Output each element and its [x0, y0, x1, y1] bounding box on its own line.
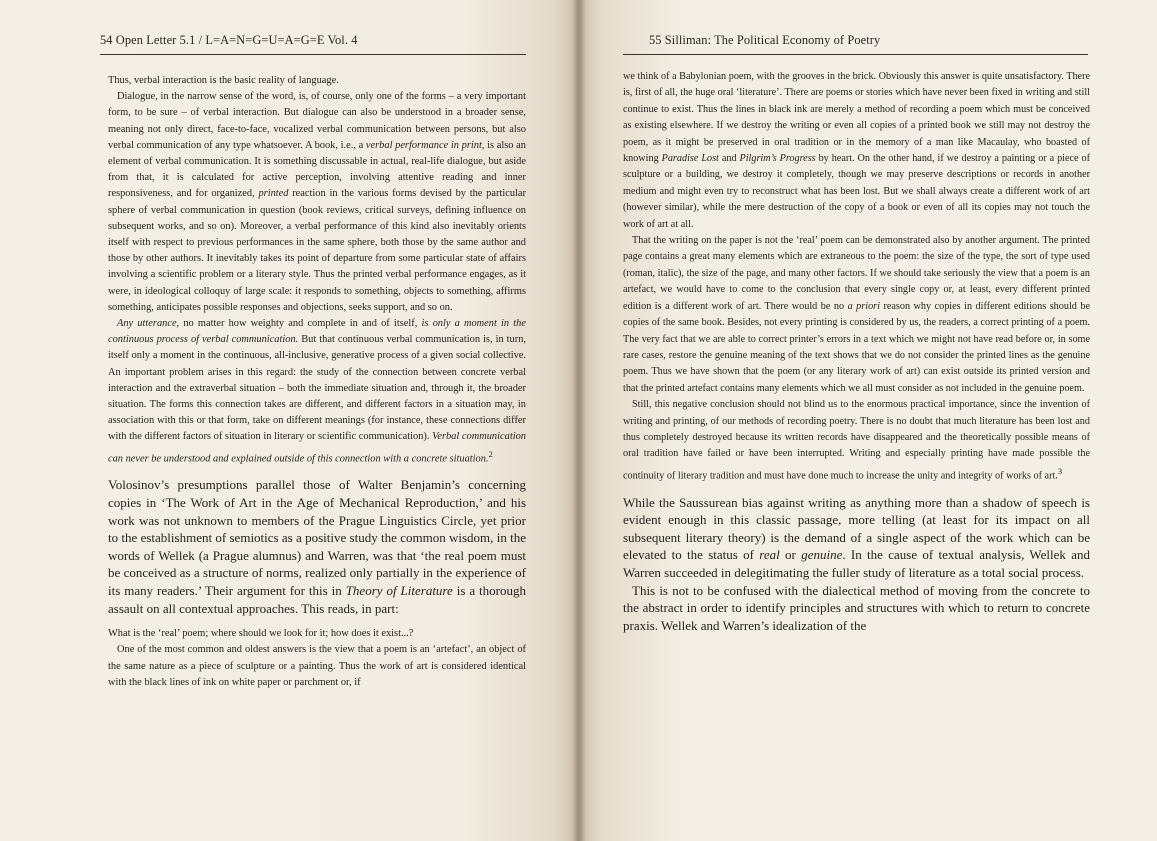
- quote-paragraph: That the writing on the paper is not the ‘real’ poem can be demonstrated also by another argument. The printed page contains a great many elements which are extraneous to the poem: the size of the type, the sort of type used (roman, italic), the size of the page, and many other factors. If we should take seriously the view that a poem is an artefact, we would have to come to the conclusion that every single copy or, at least, every different printed edition is a different work of art. There would be no a priori reason why copies in different editions should be copies of the same book. Besides, not every printing is considered by us, the readers, a correct printing of a poem. The very fact that we are able to correct printer’s errors in a text which we might not have read before or, in some rare cases, restore the genuine meaning of the text shows that we do not consider the printed lines as the genuine poem. Thus we have shown that the poem (or any literary work of art) can exist outside its printed version and that the printed artefact contains many elements which we all must consider as not included in the genuine poem.: [623, 235, 1090, 394]
- body-paragraph: This is not to be confused with the dialectical method of moving from the concrete to the abstract in order to identify principles and structures with which to return to concrete praxis. Wellek and Warren’s idealization of the: [623, 582, 1090, 633]
- quote-paragraph: What is the ‘real’ poem; where should we look for it; how does it exist...?: [108, 628, 414, 640]
- left-page: [0, 0, 578, 841]
- right-text-column: [623, 69, 1090, 634]
- left-running-head: 54 Open Letter 5.1 / L=A=N=G=U=A=G=E Vol. 4: [100, 33, 358, 47]
- book-gutter-shadow: [572, 0, 586, 841]
- right-header-rule: [623, 54, 1088, 55]
- quote-paragraph: we think of a Babylonian poem, with the grooves in the brick. Obviously this answer is quite unsatisfactory. There is, first of all, the huge oral ‘literature’. There are poems or stories which have never been fixed in writing and still continue to exist. Thus the lines in black ink are merely a method of recording a poem which must be conceived as existing elsewhere. If we destroy the writing or even all copies of a printed book we still may not destroy the poem, as it might be preserved in oral tradition or in the memory of a man like Macaulay, who boasted of knowing Paradise Lost and Pilgrim’s Progress by heart. On the other hand, if we destroy a painting or a piece of sculpture or a building, we destroy it completely, though we may preserve descriptions or records in another medium and might even try to reconstruct what has been lost. But we shall always create a different work of art (however similar), while the mere destruction of the copy of a book or even of all its copies may not touch the work of art at all.: [623, 71, 1090, 230]
- left-header-rule: [100, 54, 526, 55]
- quote-paragraph: One of the most common and oldest answers is the view that a poem is an ‘artefact’, an object of the same nature as a piece of sculpture or a painting. Thus the work of art is considered identical with the black lines of ink on white paper or parchment or, if: [108, 644, 526, 688]
- body-paragraph: While the Saussurean bias against writing as anything more than a shadow of speech is evident enough in this classic passage, more telling (at least for its impact on all subsequent literary theory) is the demand of a single aspect of the work which can be elevated to the status of real or genuine. In the cause of textual analysis, Wellek and Warren succeeded in delegitimating the fuller study of literature as a total social process.: [623, 494, 1090, 580]
- body-paragraph: Volosinov’s presumptions parallel those of Walter Benjamin’s concerning copies in ‘The Work of Art in the Age of Mechanical Reproduction,’ and his work was not unknown to members of the Prague Linguistics Circle, yet prior to the establishment of semiotics as a positive study the common wisdom, in the words of Wellek (a Prague alumnus) and Warren, was that ‘the real poem must be conceived as a structure of norms, realized only partially in the experience of its many readers.’ Their argument for this in Theory of Literature is a thorough assault on all contextual approaches. This reads, in part:: [108, 477, 526, 616]
- quote-paragraph: Dialogue, in the narrow sense of the word, is, of course, only one of the forms – a very important form, to be sure – of verbal interaction. But dialogue can also be understood in a broader sense, meaning not only direct, face-to-face, vocalized verbal communication between persons, but also verbal communication of any type whatsoever. A book, i.e., a verbal performance in print, is also an element of verbal communication. It is something discussable in actual, real-life dialogue, but aside from that, it is calculated for active perception, involving attentive reading and inner responsiveness, and for organized, printed reaction in the various forms devised by the particular sphere of verbal communication in question (book reviews, critical surveys, defining influence on subsequent works, and so on). Moreover, a verbal performance of this kind also inevitably orients itself with respect to previous performances in the same sphere, both those by the same author and those by other authors. It inevitably takes its point of departure from some particular state of affairs involving a scientific problem or a literary style. Thus the printed verbal performance engages, as it were, in ideological colloquy of large scale: it responds to something, objects to something, affirms something, anticipates possible responses and objections, seeks support, and so on.: [108, 91, 526, 313]
- quote-paragraph: Any utterance, no matter how weighty and complete in and of itself, is only a moment in the continuous process of verbal communication. But that continuous verbal communication is, in turn, itself only a moment in the continuous, all-inclusive, generative process of a given social collective. An important problem arises in this regard: the study of the connection between concrete verbal interaction and the extraverbal situation – both the immediate situation and, through it, the broader situation. The forms this connection takes are different, and different factors in a situation may, in association with this or that form, take on different meanings (for instance, these connections differ with the different factors of situation in literary or scientific communication). Verbal communication can never be understood and explained outside of this connection with a concrete situation.$^2$: [108, 318, 526, 465]
- right-running-head: 55 Silliman: The Political Economy of Poetry: [649, 33, 881, 47]
- left-text-column: [108, 73, 526, 691]
- quote-paragraph: Still, this negative conclusion should not blind us to the enormous practical importance, since the invention of writing and printing, of our methods of recording poetry. There is no doubt that much literature has been lost and thus completely destroyed because its written records have disappeared and the theoretically possible means of oral tradition have failed or have been interrupted. Writing and especially printing have made possible the continuity of literary tradition and must have done much to increase the unity and integrity of works of art.$^3$: [623, 399, 1090, 482]
- right-page: [578, 0, 1157, 841]
- quote-paragraph: Thus, verbal interaction is the basic reality of language.: [108, 75, 339, 86]
